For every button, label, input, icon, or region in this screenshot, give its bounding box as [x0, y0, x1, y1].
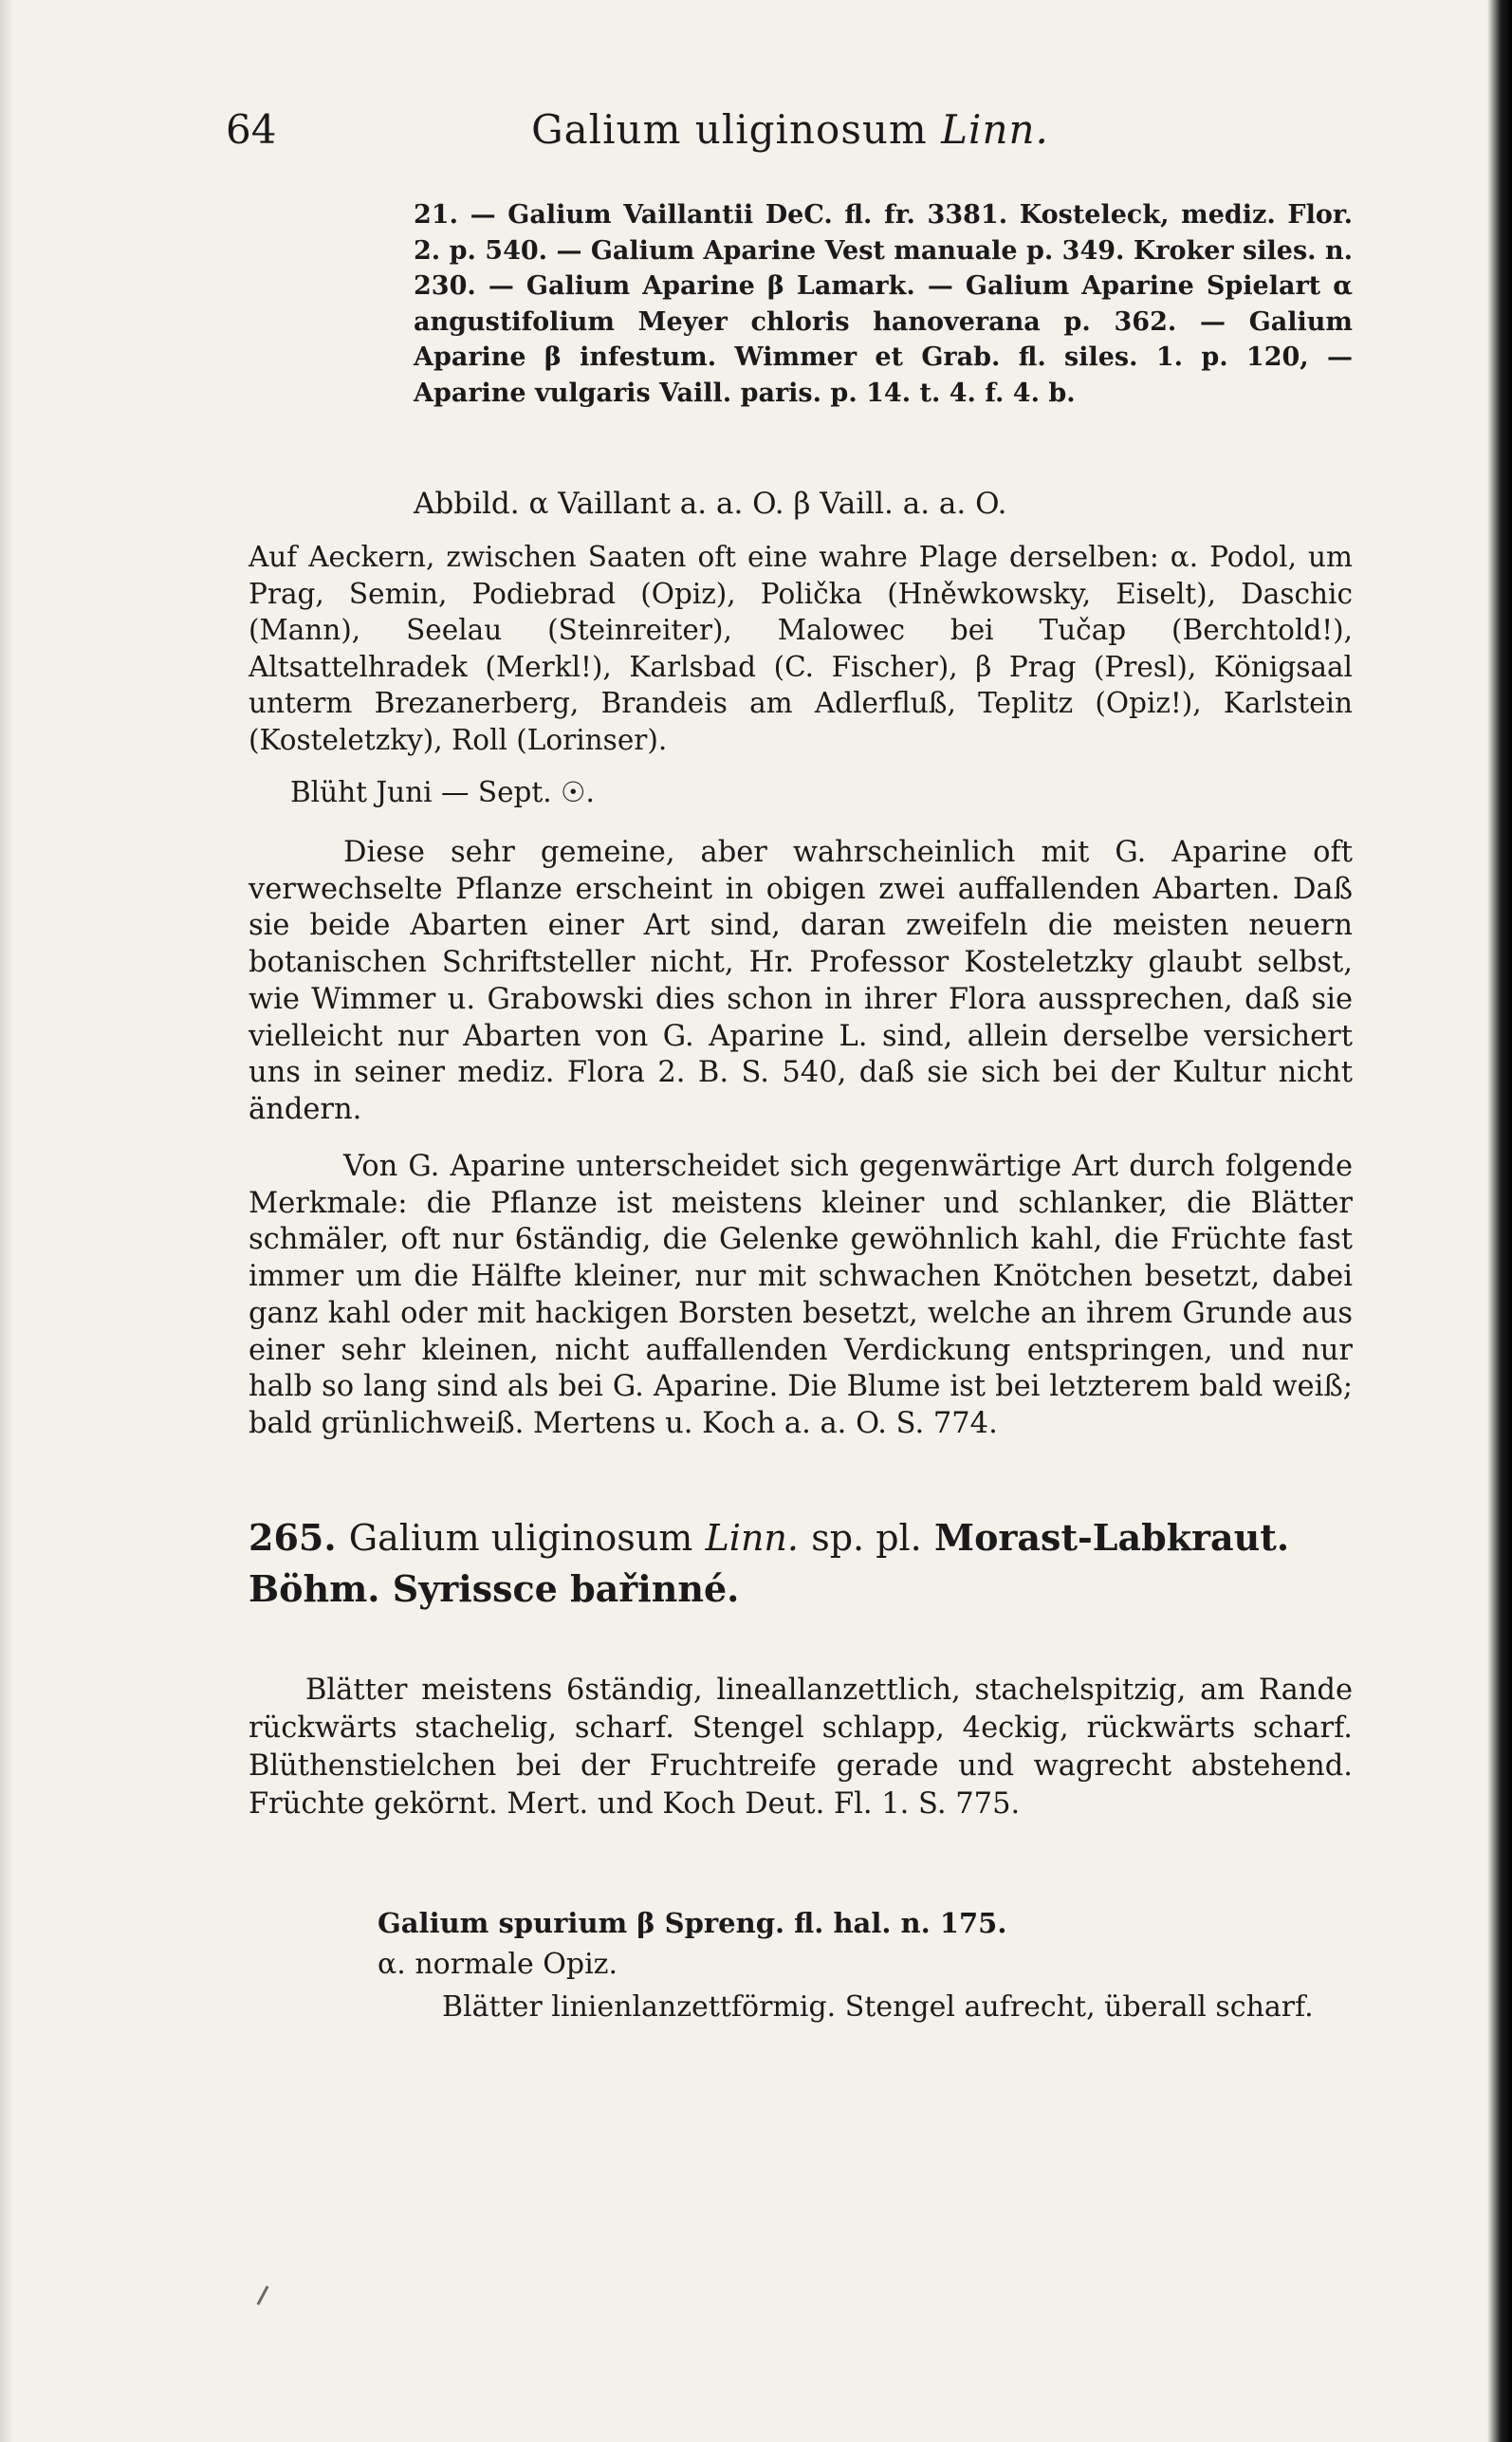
- page-left-edge: [0, 0, 13, 2442]
- species-bohemian-name: Böhm. Syrissce bařinné.: [249, 1567, 740, 1610]
- species-description: [249, 1672, 1353, 1823]
- discussion-paragraph-1: [249, 835, 1353, 1129]
- running-head-author: Linn.: [941, 106, 1049, 153]
- running-head-title: Galium uliginosum: [531, 106, 928, 153]
- illustrations-reference: Abbild. α Vaillant a. a. O. β Vaill. a. a. O.: [414, 487, 1007, 521]
- page-number: 64: [226, 106, 277, 153]
- flowering-time: Blüht Juni — Sept. ☉.: [290, 776, 595, 808]
- species-reference: sp. pl.: [811, 1517, 922, 1559]
- pencil-mark: [257, 2285, 269, 2305]
- species-heading: [249, 1512, 1368, 1615]
- species-german-name: Morast-Labkraut.: [934, 1516, 1290, 1559]
- variety-alpha-label: α. normale Opiz.: [378, 1948, 618, 1981]
- discussion-paragraph-1-text: Diese sehr gemeine, aber wahrscheinlich mit G. Aparine oft verwechselte Pflanze erscheint in obigen zwei auffallenden Abarten. Daß sie beide Abarten einer Art sind, daran zweifeln die meisten neuern botanischen Schriftsteller nicht, Hr. Professor Kosteletzky glaubt selbst, wie Wimmer u. Grabowski dies schon in ihrer Flora aussprechen, daß sie vielleicht nur Abarten von G. Aparine L. sind, allein derselbe versichert uns in seiner mediz. Flora 2. B. S. 540, daß sie sich bei der Kultur nicht ändern.: [249, 836, 1353, 1126]
- species-number: 265.: [249, 1516, 337, 1559]
- page-right-edge-shadow: [1487, 0, 1512, 2442]
- page-header: [226, 106, 1355, 163]
- species-heading-line-1: [249, 1512, 1368, 1563]
- species-description-text: Blätter meistens 6ständig, lineallanzettlich, stachelspitzig, am Rande rückwärts stachelig, scharf. Stengel schlapp, 4eckig, rückwärts scharf. Blüthenstielchen bei der Fruchtreife gerade und wagrecht abstehend. Früchte gekörnt. Mert. und Koch Deut. Fl. 1. S. 775.: [249, 1674, 1353, 1821]
- synonymy-block: 21. — Galium Vaillantii DeC. fl. fr. 3381. Kosteleck, mediz. Flor. 2. p. 540. — Galium Aparine Vest manuale p. 349. Kroker siles. n. 230. — Galium Aparine β Lamark. — Galium Aparine Spielart α angustifolium Meyer chloris hanoverana p. 362. — Galium Aparine β infestum. Wimmer et Grab. fl. siles. 1. p. 120, — Aparine vulgaris Vaill. paris. p. 14. t. 4. f. 4. b.: [414, 200, 1353, 408]
- running-head: [226, 106, 1355, 153]
- discussion-paragraph-2-text: Von G. Aparine unterscheidet sich gegenwärtige Art durch folgende Merkmale: die Pflanze ist meistens kleiner und schlanker, die Blätter schmäler, oft nur 6ständig, die Gelenke gewöhnlich kahl, die Früchte fast immer um die Hälfte kleiner, nur mit schwachen Knötchen besetzt, dabei ganz kahl oder mit hackigen Borsten besetzt, welche an ihrem Grunde aus einer sehr kleinen, nicht auffallenden Verdickung entspringen, und nur halb so lang sind als bei G. Aparine. Die Blume ist bei letzterem bald weiß; bald grünlichweiß. Mertens u. Koch a. a. O. S. 774.: [249, 1150, 1353, 1440]
- discussion-paragraph-2: [249, 1149, 1353, 1443]
- species-latin-name: Galium uliginosum: [348, 1517, 693, 1559]
- variety-alpha-description: Blätter linienlanzettförmig. Stengel aufrecht, überall scharf.: [442, 1990, 1314, 2024]
- locations-paragraph: Auf Aeckern, zwischen Saaten oft eine wahre Plage derselben: α. Podol, um Prag, Semin, Podiebrad (Opiz), Polička (Hněwkowsky, Eiselt), Daschic (Mann), Seelau (Steinreiter), Malowec bei Tučap (Berchtold!), Altsattelhradek (Merkl!), Karlsbad (C. Fischer), β Prag (Presl), Königsaal unterm Brezanerberg, Brandeis am Adlerfluß, Teplitz (Opiz!), Karlstein (Kosteletzky), Roll (Lorinser).: [249, 541, 1353, 756]
- species-synonymy: Galium spurium β Spreng. fl. hal. n. 175.: [378, 1907, 1007, 1939]
- species-author: Linn.: [705, 1517, 799, 1559]
